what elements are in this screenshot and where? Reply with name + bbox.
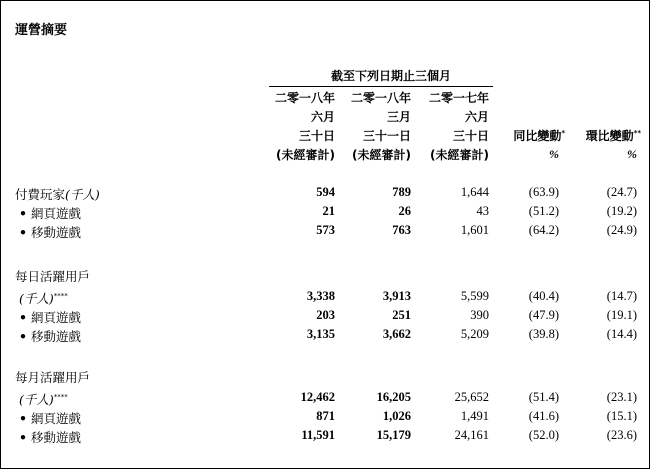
col2-audit: (未經審計) <box>352 148 411 162</box>
yoy-percent-unit: % <box>549 147 559 161</box>
row-value: 871 <box>316 409 335 423</box>
total-value: 789 <box>392 185 411 199</box>
section-label <box>15 267 90 285</box>
group-underline <box>269 86 493 87</box>
total-value: (24.7) <box>606 185 637 199</box>
section-label-text: 每月活躍用戶 <box>15 370 91 385</box>
total-value: 16,205 <box>376 390 411 404</box>
total-value: 3,338 <box>306 289 335 303</box>
bullet-icon: • <box>19 225 27 240</box>
total-value: (63.9) <box>528 185 559 199</box>
total-value: 1,644 <box>460 185 489 199</box>
period-group-header: 截至下列日期止三個月 <box>330 69 451 83</box>
bullet-icon: • <box>19 310 27 325</box>
qoq-header: 環比變動** <box>585 129 641 143</box>
sub-row-label: • 移動遊戲 <box>19 430 82 445</box>
total-value: (23.1) <box>606 390 637 404</box>
row-value: 43 <box>476 204 489 218</box>
col2-year: 二零一八年 <box>350 91 411 105</box>
row-value: (52.0) <box>528 428 559 442</box>
row-value: 1,491 <box>460 409 489 423</box>
row-value: 573 <box>316 223 335 237</box>
total-value: (40.4) <box>528 289 559 303</box>
sub-row-label: • 網頁遊戲 <box>19 411 82 426</box>
unit-label: (千人)**** <box>19 291 68 306</box>
row-value: 3,135 <box>306 327 335 341</box>
col1-audit: (未經審計) <box>276 148 335 162</box>
col3-year: 二零一七年 <box>428 91 489 105</box>
row-value: (23.6) <box>606 428 637 442</box>
row-value: 251 <box>392 308 411 322</box>
row-value: 1,026 <box>382 409 411 423</box>
col1-year: 二零一八年 <box>274 91 335 105</box>
row-value: (39.8) <box>528 327 559 341</box>
section-label-text: 每日活躍用戶 <box>15 269 91 284</box>
col1-month: 六月 <box>310 110 335 124</box>
section-label <box>15 185 100 203</box>
row-value: (24.9) <box>606 223 637 237</box>
total-value: 25,652 <box>454 390 489 404</box>
sub-row-label: • 移動遊戲 <box>19 225 82 240</box>
total-value: 5,599 <box>460 289 489 303</box>
row-value: 21 <box>322 204 335 218</box>
total-value: 12,462 <box>300 390 335 404</box>
row-value: (64.2) <box>528 223 559 237</box>
page-title: 運營摘要 <box>15 23 68 38</box>
unit-label: (千人)**** <box>19 392 68 407</box>
col1-day: 三十日 <box>298 129 335 143</box>
sub-row-label: • 移動遊戲 <box>19 329 82 344</box>
row-value: 15,179 <box>376 428 411 442</box>
total-value: 594 <box>316 185 335 199</box>
row-value: 24,161 <box>454 428 489 442</box>
total-value: (14.7) <box>606 289 637 303</box>
qoq-percent-unit: % <box>627 147 637 161</box>
yoy-header: 同比變動* <box>513 129 565 143</box>
row-value: 26 <box>398 204 411 218</box>
section-label <box>15 368 90 386</box>
col3-day: 三十日 <box>452 129 489 143</box>
row-value: (14.4) <box>606 327 637 341</box>
row-value: (19.2) <box>606 204 637 218</box>
total-value: 3,913 <box>382 289 411 303</box>
row-value: 3,662 <box>382 327 411 341</box>
row-value: 11,591 <box>301 428 335 442</box>
bullet-icon: • <box>19 206 27 221</box>
row-value: 5,209 <box>460 327 489 341</box>
sub-row-label: • 網頁遊戲 <box>19 310 82 325</box>
col2-month: 三月 <box>386 110 411 124</box>
sub-row-label: • 網頁遊戲 <box>19 206 82 221</box>
row-value: (51.2) <box>528 204 559 218</box>
row-value: (19.1) <box>606 308 637 322</box>
row-value: 1,601 <box>460 223 489 237</box>
total-value: (51.4) <box>528 390 559 404</box>
bullet-icon: • <box>19 411 27 426</box>
bullet-icon: • <box>19 329 27 344</box>
row-value: 203 <box>316 308 335 322</box>
col3-audit: (未經審計) <box>430 148 489 162</box>
row-value: (15.1) <box>606 409 637 423</box>
bullet-icon: • <box>19 430 27 445</box>
section-label-text: 付費玩家 <box>15 187 66 202</box>
col3-month: 六月 <box>464 110 489 124</box>
row-value: 763 <box>392 223 411 237</box>
row-value: (41.6) <box>528 409 559 423</box>
col2-day: 三十一日 <box>362 129 411 143</box>
row-value: 390 <box>470 308 489 322</box>
row-value: (47.9) <box>528 308 559 322</box>
unit-label: (千人) <box>65 187 100 202</box>
